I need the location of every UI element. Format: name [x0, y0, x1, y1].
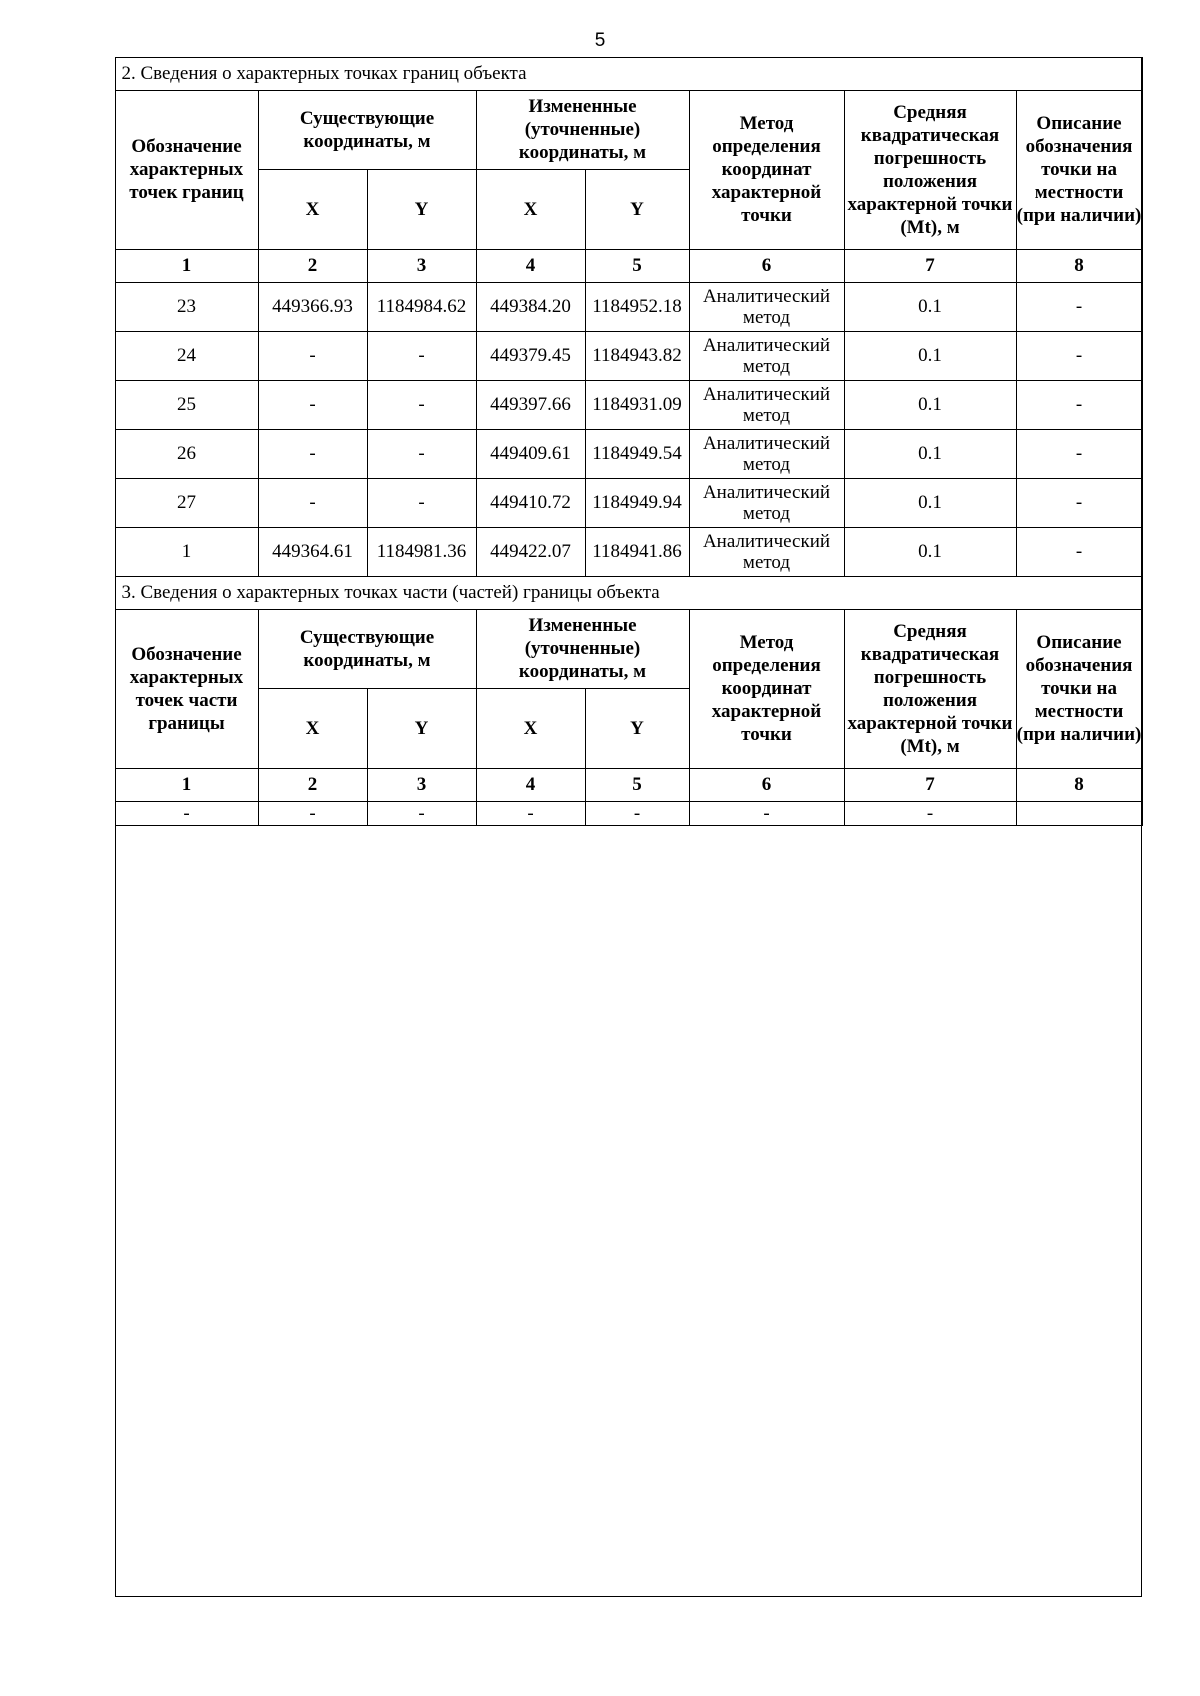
- point-designation: 26: [115, 429, 258, 478]
- method: Аналитический метод: [689, 380, 844, 429]
- point-designation: 25: [115, 380, 258, 429]
- section3-title: 3. Сведения о характерных точках части (частей) границы объекта: [115, 576, 1142, 609]
- header-changed-x: X: [476, 688, 585, 768]
- column-number: 4: [476, 249, 585, 282]
- table-row: [115, 282, 1142, 331]
- header-changed-coordinates: Измененные (уточненные) координаты, м: [476, 90, 689, 169]
- column-number: 7: [844, 249, 1016, 282]
- existing-x: -: [258, 801, 367, 825]
- method: Аналитический метод: [689, 331, 844, 380]
- column-number: 8: [1016, 249, 1142, 282]
- changed-x: 449409.61: [476, 429, 585, 478]
- mt-error: -: [844, 801, 1016, 825]
- header-description: Описание обозначения точки на местности (при наличии): [1016, 90, 1142, 249]
- column-number: 7: [844, 768, 1016, 801]
- column-number: 8: [1016, 768, 1142, 801]
- point-designation: 27: [115, 478, 258, 527]
- changed-x: -: [476, 801, 585, 825]
- existing-x: -: [258, 331, 367, 380]
- column-number: 6: [689, 768, 844, 801]
- changed-x: 449410.72: [476, 478, 585, 527]
- point-description: -: [1016, 380, 1142, 429]
- column-number: 5: [585, 249, 689, 282]
- point-description: -: [1016, 527, 1142, 576]
- method: Аналитический метод: [689, 478, 844, 527]
- existing-y: -: [367, 429, 476, 478]
- header-error: Средняя квадратическая погрешность положения характерной точки (Mt), м: [844, 90, 1016, 249]
- existing-x: 449366.93: [258, 282, 367, 331]
- changed-x: 449397.66: [476, 380, 585, 429]
- table-row: [115, 380, 1142, 429]
- mt-error: 0.1: [844, 380, 1016, 429]
- header-method: Метод определения координат характерной точки: [689, 90, 844, 249]
- changed-x: 449379.45: [476, 331, 585, 380]
- changed-y: 1184949.94: [585, 478, 689, 527]
- header-existing-coordinates: Существующие координаты, м: [258, 609, 476, 688]
- point-designation: 23: [115, 282, 258, 331]
- header-existing-coordinates: Существующие координаты, м: [258, 90, 476, 169]
- table-row: [115, 801, 1142, 825]
- header-designation: Обозначение характерных точек границ: [115, 90, 258, 249]
- header-changed-y: Y: [585, 688, 689, 768]
- mt-error: 0.1: [844, 429, 1016, 478]
- column-numbers-row: [115, 249, 1142, 282]
- point-designation: 1: [115, 527, 258, 576]
- column-number: 2: [258, 249, 367, 282]
- existing-y: -: [367, 331, 476, 380]
- column-number: 3: [367, 249, 476, 282]
- mt-error: 0.1: [844, 527, 1016, 576]
- table-row: [115, 429, 1142, 478]
- existing-x: -: [258, 380, 367, 429]
- header-existing-y: Y: [367, 688, 476, 768]
- method: Аналитический метод: [689, 282, 844, 331]
- existing-y: -: [367, 478, 476, 527]
- table-row: [115, 478, 1142, 527]
- mt-error: 0.1: [844, 282, 1016, 331]
- changed-y: 1184931.09: [585, 380, 689, 429]
- changed-y: 1184952.18: [585, 282, 689, 331]
- point-designation: 24: [115, 331, 258, 380]
- document-frame: [115, 57, 1142, 1597]
- existing-x: -: [258, 478, 367, 527]
- column-number: 2: [258, 768, 367, 801]
- column-number: 3: [367, 768, 476, 801]
- point-description: -: [1016, 429, 1142, 478]
- existing-y: 1184984.62: [367, 282, 476, 331]
- point-description: -: [1016, 331, 1142, 380]
- changed-x: 449422.07: [476, 527, 585, 576]
- method: Аналитический метод: [689, 527, 844, 576]
- header-method: Метод определения координат характерной точки: [689, 609, 844, 768]
- section2-title: 2. Сведения о характерных точках границ объекта: [115, 57, 1142, 90]
- existing-x: 449364.61: [258, 527, 367, 576]
- existing-x: -: [258, 429, 367, 478]
- page-number: 5: [594, 30, 606, 51]
- header-changed-y: Y: [585, 169, 689, 249]
- column-number: 5: [585, 768, 689, 801]
- method: Аналитический метод: [689, 429, 844, 478]
- mt-error: 0.1: [844, 478, 1016, 527]
- changed-y: 1184949.54: [585, 429, 689, 478]
- existing-y: -: [367, 380, 476, 429]
- mt-error: 0.1: [844, 331, 1016, 380]
- point-description: -: [1016, 282, 1142, 331]
- column-number: 4: [476, 768, 585, 801]
- method: -: [689, 801, 844, 825]
- header-existing-y: Y: [367, 169, 476, 249]
- column-numbers-row: [115, 768, 1142, 801]
- column-number: 1: [115, 249, 258, 282]
- column-number: 1: [115, 768, 258, 801]
- header-changed-x: X: [476, 169, 585, 249]
- header-error: Средняя квадратическая погрешность положения характерной точки (Mt), м: [844, 609, 1016, 768]
- existing-y: 1184981.36: [367, 527, 476, 576]
- point-description: -: [1016, 478, 1142, 527]
- changed-y: 1184941.86: [585, 527, 689, 576]
- header-description: Описание обозначения точки на местности (при наличии): [1016, 609, 1142, 768]
- table-row: [115, 527, 1142, 576]
- changed-y: -: [585, 801, 689, 825]
- point-description: [1016, 801, 1142, 825]
- column-number: 6: [689, 249, 844, 282]
- changed-y: 1184943.82: [585, 331, 689, 380]
- header-changed-coordinates: Измененные (уточненные) координаты, м: [476, 609, 689, 688]
- header-existing-x: X: [258, 688, 367, 768]
- header-designation: Обозначение характерных точек части границы: [115, 609, 258, 768]
- coordinates-table: [115, 57, 1143, 826]
- existing-y: -: [367, 801, 476, 825]
- header-existing-x: X: [258, 169, 367, 249]
- table-row: [115, 331, 1142, 380]
- changed-x: 449384.20: [476, 282, 585, 331]
- point-designation: -: [115, 801, 258, 825]
